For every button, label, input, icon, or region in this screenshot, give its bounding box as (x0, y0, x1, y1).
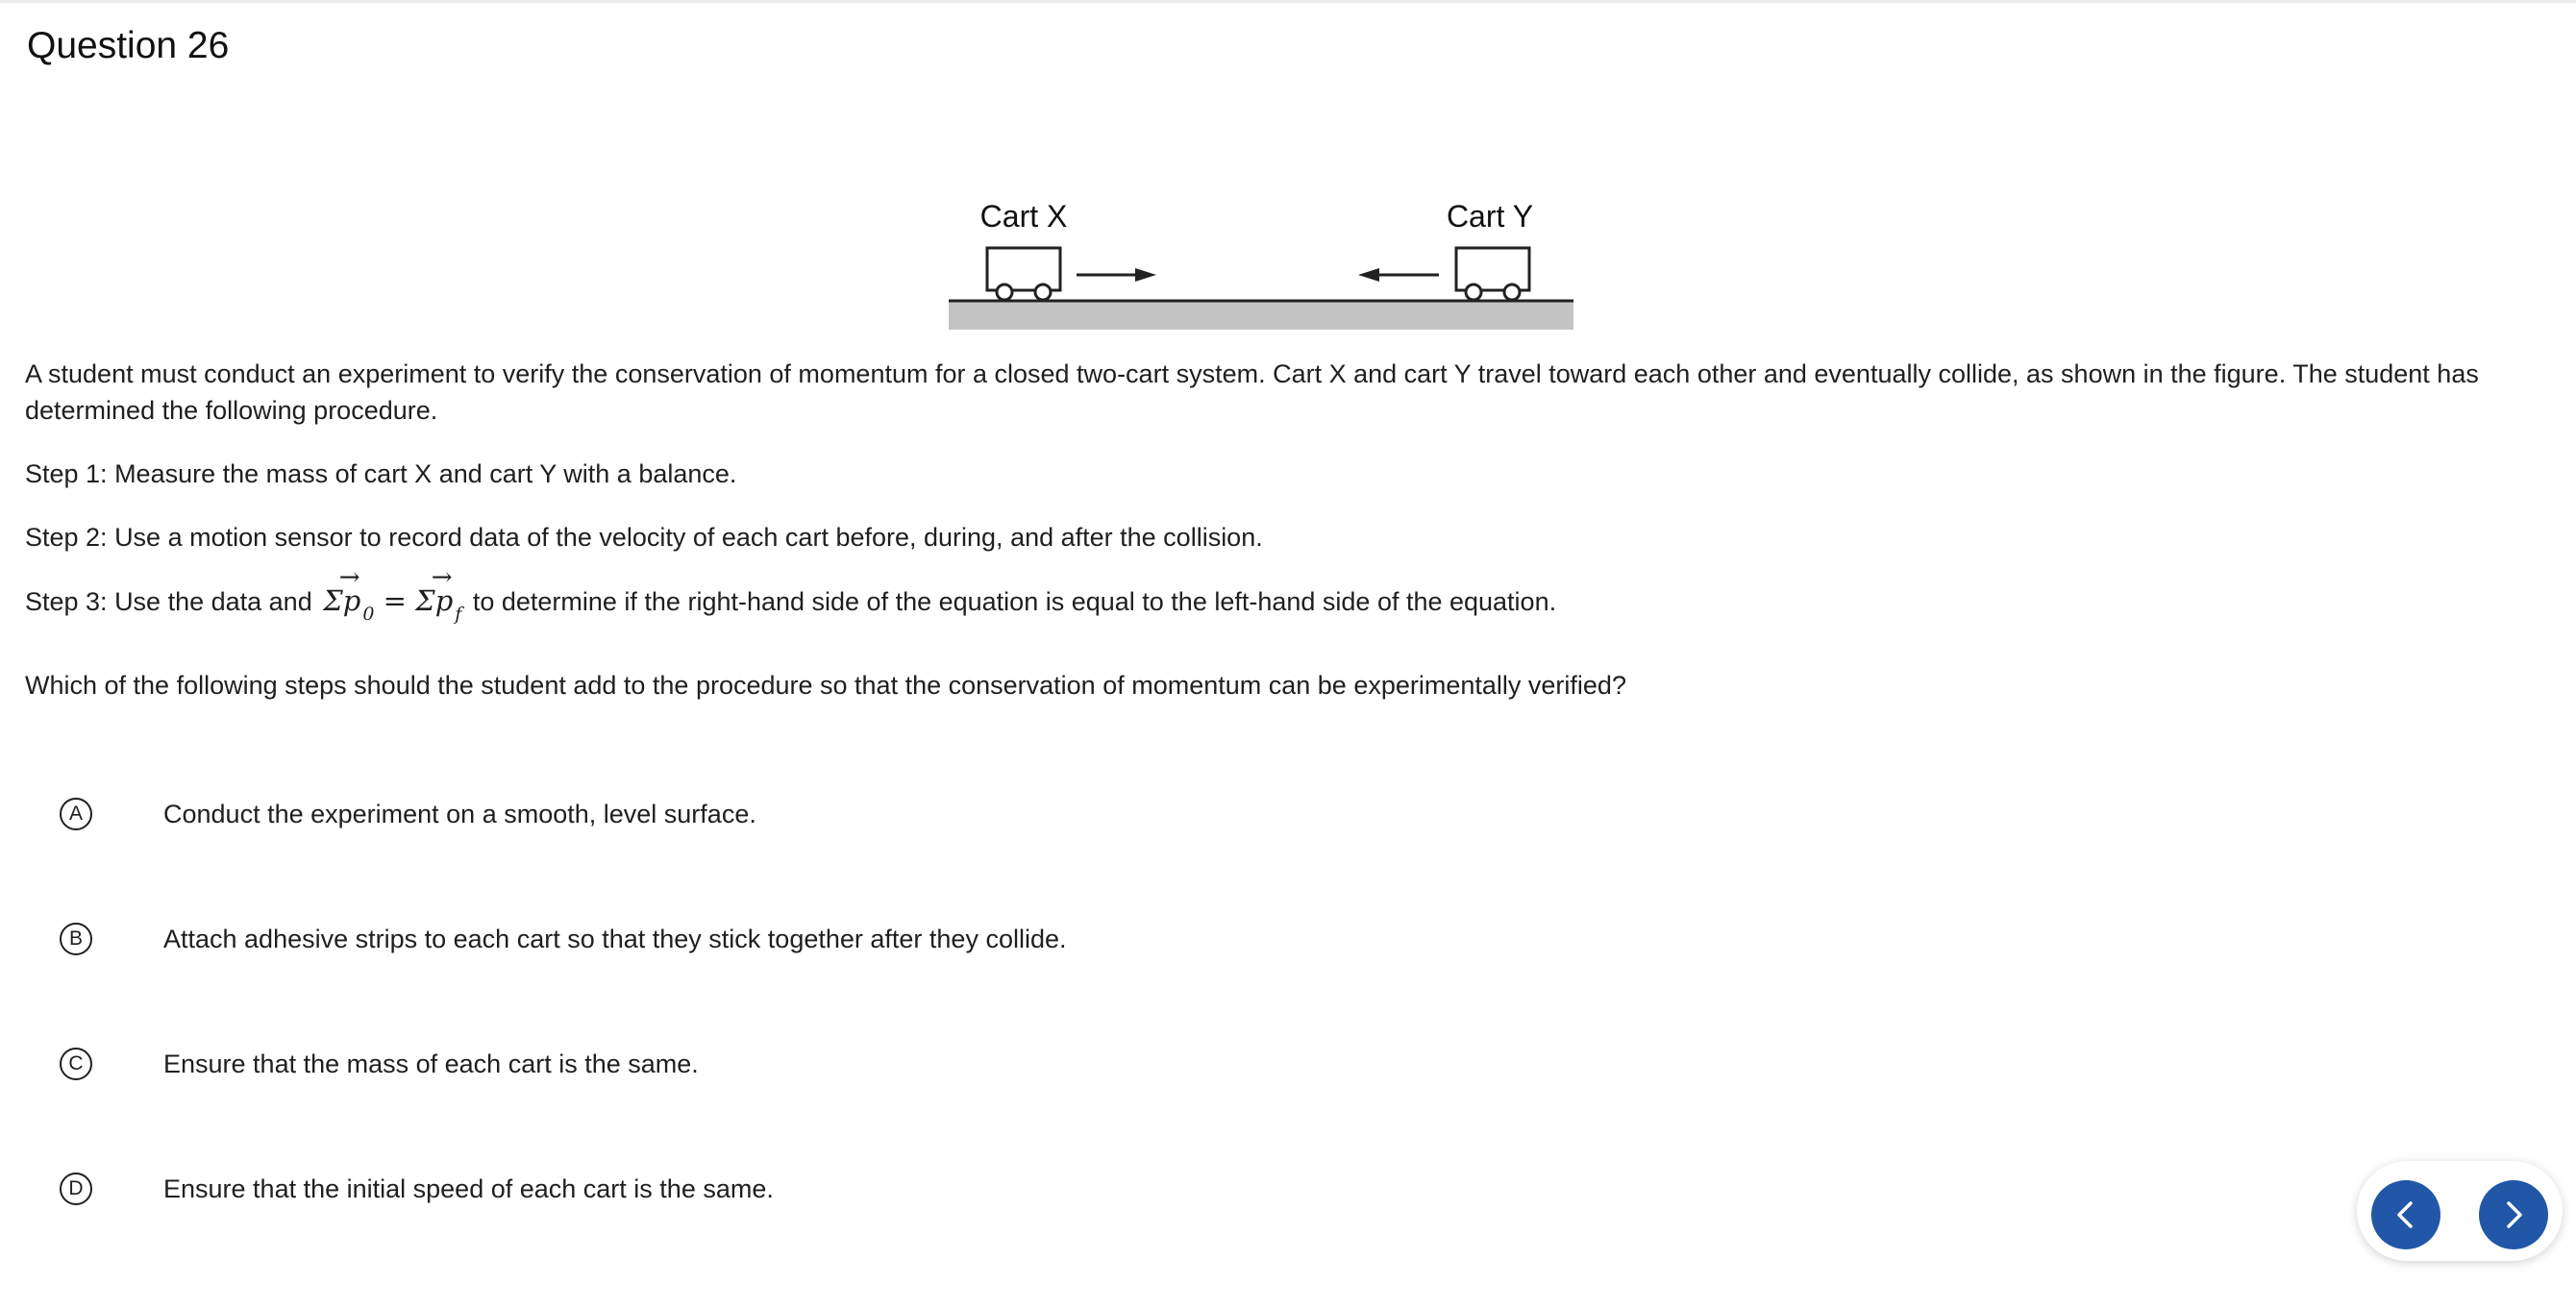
step-3-rest: to determine if the right-hand side of the equation is equal to the left-hand side of the equation. (472, 587, 1557, 616)
sigma-symbol: Σ (415, 584, 435, 617)
subscript-f: f (455, 604, 462, 625)
stem-paragraph: A student must conduct an experiment to verify the conservation of momentum for a closed two-cart system. Cart X and cart Y travel toward each other and eventually collide, as shown in the figure. The student has determined the following procedure. (25, 359, 2479, 425)
choice-a[interactable] (60, 795, 1405, 833)
step-3-intro: Step 3: Use the data and (25, 587, 312, 616)
momentum-equation (319, 584, 465, 625)
navigation-controls (2357, 1161, 2563, 1261)
step-1: Step 1: Measure the mass of cart X and cart Y with a balance. (25, 459, 737, 488)
cart-x (987, 248, 1060, 300)
chevron-right-icon (2494, 1196, 2533, 1234)
subscript-0: 0 (362, 604, 375, 625)
cart-y-label: Cart Y (1446, 199, 1534, 234)
arrow-right (1077, 268, 1156, 282)
choice-text: Ensure that the mass of each cart is the same. (163, 1049, 699, 1078)
question-stem (25, 356, 2505, 704)
cart-y (1456, 248, 1529, 300)
choice-text: Ensure that the initial speed of each cart is the same. (163, 1173, 774, 1203)
p-vector: → p (435, 582, 454, 619)
next-button[interactable] (2479, 1180, 2548, 1249)
cart-x-label: Cart X (979, 199, 1068, 234)
choice-letter-bubble[interactable]: C (60, 1048, 92, 1080)
previous-button[interactable] (2371, 1180, 2440, 1249)
arrow-left (1358, 268, 1439, 282)
question-prompt: Which of the following steps should the student add to the procedure so that the conservation of momentum can be experimentally verified? (25, 671, 1626, 700)
choice-letter-bubble[interactable]: A (60, 798, 92, 830)
chevron-left-icon (2387, 1196, 2425, 1234)
p-vector: → p (343, 582, 361, 619)
step-2: Step 2: Use a motion sensor to record data of the velocity of each cart before, during, and after the collision. (25, 523, 1263, 552)
choice-d[interactable] (60, 1170, 1405, 1208)
choice-text: Attach adhesive strips to each cart so that they stick together after they collide. (163, 924, 1067, 953)
track (949, 301, 1573, 330)
sigma-symbol: Σ (323, 584, 343, 617)
equals-sign: = (383, 584, 407, 617)
top-divider (0, 0, 2576, 3)
choice-letter-bubble[interactable]: D (60, 1173, 92, 1205)
choice-letter-bubble[interactable]: B (60, 923, 92, 955)
choice-b[interactable] (60, 920, 1405, 958)
choice-text: Conduct the experiment on a smooth, level surface. (163, 799, 756, 828)
question-title: Question 26 (27, 25, 230, 66)
step-3 (25, 582, 2505, 623)
carts-figure (947, 192, 1576, 336)
choice-c[interactable] (60, 1045, 1405, 1083)
